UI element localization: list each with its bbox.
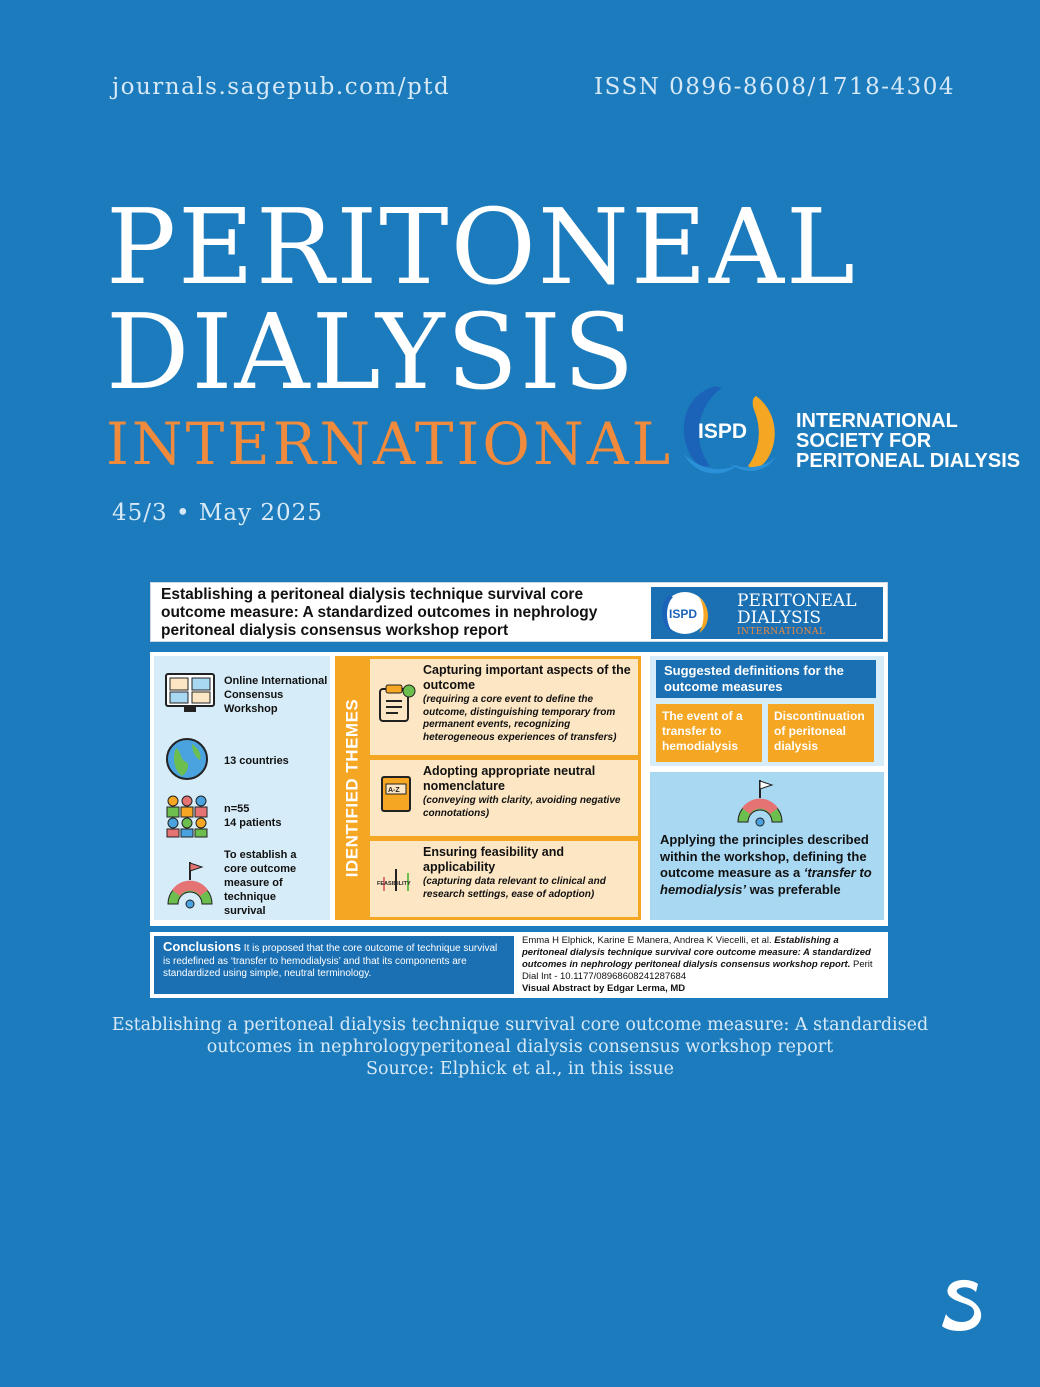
title-line-2: DIALYSIS bbox=[106, 291, 637, 413]
az-label: A-Z bbox=[388, 787, 400, 794]
va-journal-name: PERITONEAL DIALYSIS INTERNATIONAL bbox=[737, 591, 857, 637]
va-footer bbox=[150, 932, 888, 998]
theme-title: Capturing important aspects of the outcome bbox=[423, 663, 631, 692]
conclusions-box: Conclusions It is proposed that the core outcome of technique survival is redefined as ‘transfer to hemodialysis’ and that its components are standardized using simple, neutral terminology. bbox=[154, 936, 514, 994]
globe-icon bbox=[164, 736, 210, 782]
theme-card bbox=[370, 659, 638, 755]
dictionary-icon bbox=[376, 774, 416, 814]
title-line-1: PERITONEAL bbox=[106, 186, 857, 308]
theme-card bbox=[370, 760, 638, 836]
citation: Emma H Elphick, Karine E Manera, Andrea K Viecelli, et al. Establishing a peritoneal dialysis technique survival core outcome measure: A standardized outcomes in nephrology peritoneal dialysis consensus workshop report. Perit Dial Int - 10.1177/08968608241287684 Visual Abstract by Edgar Lerma, MD bbox=[522, 935, 873, 994]
definition-box: The event of a transfer to hemodialysis bbox=[656, 704, 762, 762]
checklist-icon bbox=[376, 683, 416, 723]
workshop-text: Online International Consensus Workshop bbox=[224, 675, 328, 715]
study-summary bbox=[154, 656, 330, 920]
visual-abstract bbox=[150, 582, 888, 998]
cover-caption: Establishing a peritoneal dialysis technique survival core outcome measure: A standardised outcomes in nephrologyperitoneal dialysis consensus workshop report Source: Elphick et al., in this issue bbox=[111, 1015, 929, 1079]
definition-box: Discontinuation of peritoneal dialysis bbox=[768, 704, 874, 762]
va-title: Establishing a peritoneal dialysis technique survival core outcome measure: A standardized outcomes in nephrology peritoneal dialysis consensus workshop report bbox=[161, 586, 598, 639]
va-body bbox=[150, 652, 888, 926]
ispd-logo-text: ISPD bbox=[698, 420, 748, 443]
themes-label: IDENTIFIED THEMES bbox=[342, 698, 362, 878]
va-ispd-icon bbox=[655, 589, 731, 637]
ispd-logo bbox=[676, 380, 786, 480]
va-journal-logo bbox=[651, 587, 883, 639]
definitions-heading: Suggested definitions for the outcome measures bbox=[656, 660, 876, 698]
gauge-flag-icon bbox=[164, 860, 216, 912]
theme-title: Adopting appropriate neutral nomenclature bbox=[423, 764, 596, 793]
gauge-flag-icon bbox=[732, 778, 786, 830]
outcome-definitions bbox=[650, 656, 884, 920]
video-call-icon bbox=[164, 670, 216, 714]
issn: ISSN 0896-8608/1718-4304 bbox=[594, 74, 956, 100]
theme-detail: (capturing data relevant to clinical and research settings, ease of adoption) bbox=[423, 876, 606, 900]
principles-box bbox=[650, 772, 884, 920]
theme-title: Ensuring feasibility and applicability bbox=[423, 845, 564, 874]
theme-card bbox=[370, 841, 638, 917]
feasibility-label: FEASIBILITY bbox=[377, 881, 411, 887]
va-header bbox=[150, 582, 888, 642]
sage-logo-icon bbox=[940, 1276, 986, 1334]
sample-size: n=55 14 patients bbox=[224, 803, 282, 829]
issue-info: 45/3 • May 2025 bbox=[112, 500, 323, 526]
aim-text: To establish a core outcome measure of technique survival bbox=[224, 849, 297, 917]
theme-detail: (requiring a core event to define the outcome, distinguishing temporary from permanent events, recognizing heterogeneous experiences of transfers) bbox=[423, 694, 617, 743]
theme-detail: (conveying with clarity, avoiding negative connotations) bbox=[423, 795, 621, 819]
va-ispd-text: ISPD bbox=[669, 607, 698, 621]
society-name: INTERNATIONAL SOCIETY FOR PERITONEAL DIALYSIS bbox=[796, 410, 1021, 472]
title-line-3: INTERNATIONAL bbox=[106, 410, 674, 478]
identified-themes bbox=[335, 656, 641, 920]
people-icon bbox=[164, 792, 210, 838]
journal-url: journals.sagepub.com/ptd bbox=[112, 74, 451, 100]
principles-text: Applying the principles described within the workshop, defining the outcome measure as a ‘transfer to hemodialysis’ was preferable bbox=[660, 832, 872, 897]
countries-text: 13 countries bbox=[224, 755, 289, 767]
feasibility-icon bbox=[376, 855, 416, 895]
